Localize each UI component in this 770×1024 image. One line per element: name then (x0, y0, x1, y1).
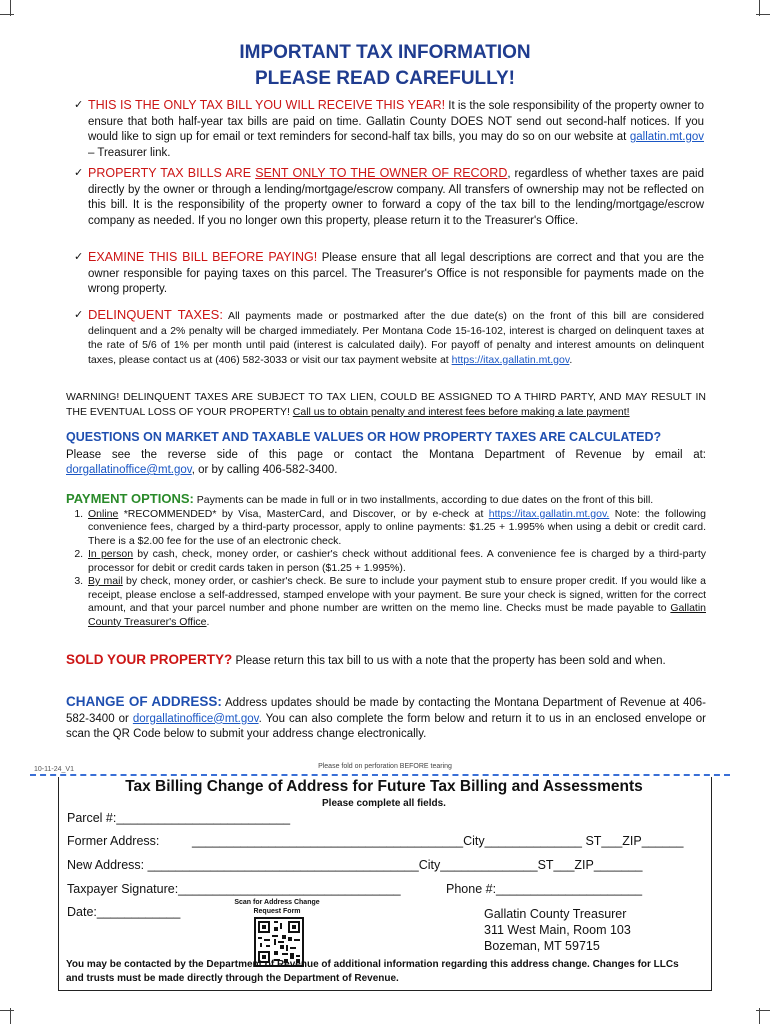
dor-email-link[interactable]: dorgallatinoffice@mt.gov (66, 464, 192, 476)
change-address-text: . You can also complete the form below and return it to us in an enclosed envelope or scan the QR Code below to submit your address change electronically. (66, 712, 706, 740)
bullet-heading: DELINQUENT TAXES: (88, 307, 223, 322)
questions-section (66, 430, 706, 479)
option-text: by check, money order, or cashier's check. Be sure to include your payment stub to ensure proper credit. If you would like a receipt, please enclose a self-addressed, stamped envelope with your payment. Be sure your check is signed, written for the correct amount, and that your parcel number and phone number are written on the memo line. Checks must be made payable to (88, 575, 706, 614)
sold-text: Please return this tax bill to us with a note that the property has been sold and when. (232, 655, 666, 667)
checkmark-icon: ✓ (74, 251, 84, 263)
title-line-2: PLEASE READ CAREFULLY! (254, 68, 516, 89)
treasurer-line-1: Gallatin County Treasurer (484, 907, 627, 921)
bullet-delinquent-taxes (74, 307, 705, 367)
checkmark-icon: ✓ (74, 309, 84, 321)
option-label: In person (88, 548, 134, 560)
payment-intro: Payments can be made in full or in two installments, according to due dates on the front of this bill. (193, 494, 654, 506)
itax-payment-link[interactable]: https://itax.gallatin.mt.gov. (488, 507, 610, 520)
bullet-text: Please ensure that all legal descriptions are correct and that you are the owner responsible for paying taxes on this parcel. The Treasurer's Office is not responsible for payments made on the wrong property. (88, 252, 704, 295)
checkmark-icon: ✓ (74, 99, 84, 111)
form-title: Tax Billing Change of Address for Future Tax Billing and Assessments (125, 778, 643, 795)
option-text: *RECOMMENDED* by Visa, MasterCard, and Discover, or by e-check at (118, 507, 489, 520)
gallatin-website-link[interactable]: gallatin.mt.gov (629, 131, 704, 143)
sold-property-section (66, 652, 706, 670)
bullet-owner-of-record (74, 166, 704, 229)
questions-text: Please see the reverse side of this page or contact the Montana Department of Revenue by email at: (66, 448, 706, 461)
bullet-text: – Treasurer link. (88, 146, 171, 159)
questions-text: , or by calling 406-582-3400. (191, 464, 338, 476)
bullet-text: All payments made or postmarked after the due date(s) on the front of this bill are considered delinquent and a 2% penalty will be charged immediately. Per Montana Code 15-16-102, interest is charged on delinquent taxes at the rate of 5/6 of 1% per month until paid (interest is calculated daily). For payoff of penalty and interest amounts on delinquent taxes, please contact us at (406) 582-3033 or visit our tax payment website at (88, 310, 705, 366)
new-address-field[interactable]: New Address: _______________________________________City______________ST___ZIP_______ (67, 858, 643, 872)
phone-field[interactable]: Phone #:_____________________ (446, 882, 643, 896)
qr-label: Scan for Address Change Request Form (234, 899, 320, 915)
perforation-line[interactable] (30, 774, 730, 776)
sold-heading: SOLD YOUR PROPERTY? (66, 652, 233, 667)
bullet-heading: PROPERTY TAX BILLS ARE (88, 166, 256, 180)
delinquent-warning (66, 390, 706, 419)
bullet-text: . (569, 353, 573, 366)
payment-options-list (66, 508, 706, 630)
payment-option-in-person (86, 548, 706, 575)
bullet-examine-bill (74, 250, 704, 298)
version-code: 10-11-24_V1 (34, 766, 74, 773)
crop-mark (756, 1010, 770, 1011)
change-address-text: Address updates should be made by contacting the Montana Department of Revenue at 406-582-3400 or (66, 697, 706, 725)
crop-mark (0, 14, 14, 15)
parcel-field[interactable]: Parcel #:_________________________ (67, 811, 291, 825)
form-subtitle: Please complete all fields. (322, 798, 446, 809)
warning-text: WARNING! DELINQUENT TAXES ARE SUBJECT TO TAX LIEN, COULD BE ASSIGNED TO A THIRD PARTY, AND MAY RESULT IN THE EVENTUAL LOSS OF YOUR PROPERTY! (66, 391, 706, 418)
option-label: By mail (88, 575, 123, 587)
itax-website-link[interactable]: https://itax.gallatin.mt.gov (451, 353, 570, 366)
bullet-heading-underlined: SENT ONLY TO THE OWNER OF RECORD (255, 166, 508, 180)
bullet-text: It is the sole responsibility of the property owner to ensure that both half-year tax bills are paid on time. Gallatin County DOES NOT send out second-half notices. If you would like to sign up for email or text reminders for second-half tax bills, you may do so on our website at (88, 100, 704, 143)
signature-field[interactable]: Taxpayer Signature:________________________________ (67, 882, 401, 896)
payment-options-section (66, 492, 706, 629)
change-address-heading: CHANGE OF ADDRESS: (66, 694, 222, 709)
page-title (0, 40, 770, 92)
change-address-section (66, 694, 706, 743)
dor-email-link[interactable]: dorgallatinoffice@mt.gov (132, 712, 259, 725)
bullet-text: , regardless of whether taxes are paid directly by the owner or through a lending/mortgage/escrow company. All transfers of ownership may not be reflected on this bill. It is the responsibility of the property owner to forward a copy of the tax bill to the lending/mortgage/escrow company as needed. If you no longer own this property, please return it to the Treasurer's Office. (88, 168, 704, 227)
date-field[interactable]: Date:____________ (67, 905, 181, 919)
bullet-only-tax-bill (74, 98, 704, 161)
treasurer-line-2: 311 West Main, Room 103 (484, 923, 631, 937)
payment-option-mail (86, 575, 706, 629)
payment-option-online (86, 508, 706, 549)
warning-underlined: Call us to obtain penalty and interest fees before making a late payment! (292, 405, 630, 418)
title-line-1: IMPORTANT TAX INFORMATION (239, 42, 531, 63)
treasurer-address (484, 906, 631, 954)
treasurer-line-3: Bozeman, MT 59715 (484, 939, 600, 953)
option-label: Online (88, 507, 119, 520)
payee-name: Gallatin County Treasurer's Office (88, 602, 706, 628)
checkmark-icon: ✓ (74, 167, 84, 179)
option-text: by cash, check, money order, or cashier's check without additional fees. A convenience fee is charged by a third-party processor for debit or credit cards taken in person ($1.25 + 1.995%). (88, 548, 706, 574)
former-address-label: Former Address: (67, 834, 160, 848)
bullet-heading: THIS IS THE ONLY TAX BILL YOU WILL RECEIVE THIS YEAR! (88, 98, 446, 112)
crop-mark (0, 1010, 14, 1011)
bullet-heading: EXAMINE THIS BILL BEFORE PAYING! (88, 250, 318, 264)
option-text: Note: the following convenience fees, charged by a third-party processor, apply to online payments: $1.25 + 1.995% when using a debit or credit card. There is a $2.00 fee for the use of an electronic check. (88, 507, 706, 547)
crop-mark (756, 14, 770, 15)
questions-heading: QUESTIONS ON MARKET AND TAXABLE VALUES OR HOW PROPERTY TAXES ARE CALCULATED? (66, 430, 662, 444)
payment-options-heading: PAYMENT OPTIONS: (66, 491, 194, 506)
former-address-field[interactable]: _______________________________________City______________ ST___ZIP______ (192, 834, 684, 848)
fold-note: Please fold on perforation BEFORE tearing (318, 763, 452, 770)
contact-note: You may be contacted by the Department of Revenue of additional information regarding this address change. Changes for LLCs and trusts must be made directly through the Department of Revenue. (66, 959, 679, 984)
option-text: . (206, 615, 210, 628)
